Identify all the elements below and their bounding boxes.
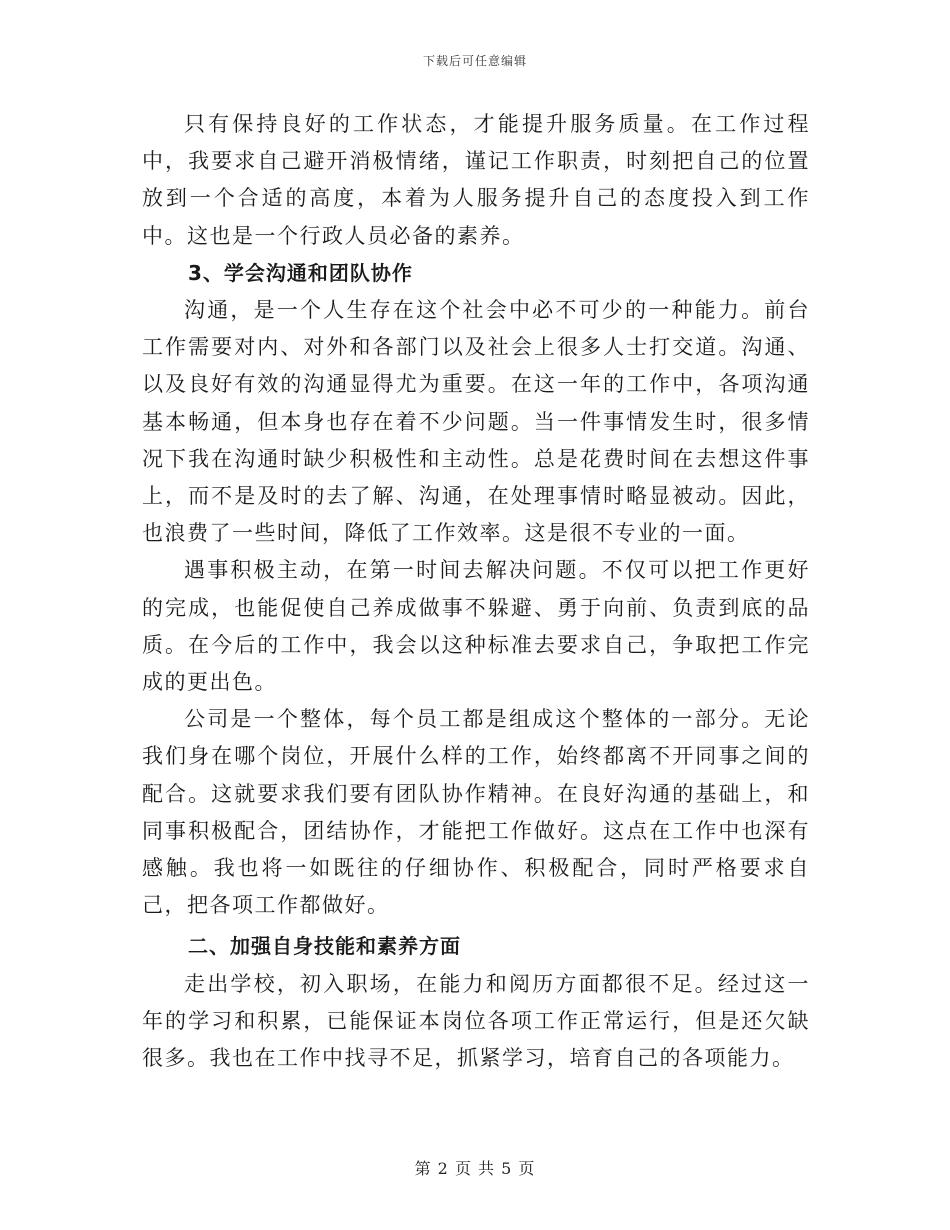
document-body [142, 106, 810, 1077]
paragraph-communication: 沟通，是一个人生存在这个社会中必不可少的一种能力。前台工作需要对内、对外和各部门以及社会上很多人士打交道。沟通、以及良好有效的沟通显得尤为重要。在这一年的工作中，各项沟通基本畅通，但本身也存在着不少问题。当一件事情发生时，很多情况下我在沟通时缺少积极性和主动性。总是花费时间在去想这件事上，而不是及时的去了解、沟通，在处理事情时略显被动。因此，也浪费了一些时间，降低了工作效率。这是很不专业的一面。 [142, 298, 810, 546]
page-header: 下载后可任意编辑 [422, 54, 527, 68]
page-number: 第 2 页 共 5 页 [414, 1159, 536, 1178]
paragraph-proactive: 遇事积极主动，在第一时间去解决问题。不仅可以把工作更好的完成，也能促使自己养成做事不躲避、勇于向前、负责到底的品质。在今后的工作中，我会以这种标准去要求自己，争取把工作完成的更出色。 [142, 558, 810, 695]
paragraph-teamwork: 公司是一个整体，每个员工都是组成这个整体的一部分。无论我们身在哪个岗位，开展什么样的工作，始终都离不开同事之间的配合。这就要求我们要有团队协作精神。在良好沟通的基础上，和同事积极配合，团结协作，才能把工作做好。这点在工作中也深有感触。我也将一如既往的仔细协作、积极配合，同时严格要求自己，把各项工作都做好。 [142, 707, 810, 918]
section-heading-skills: 二、加强自身技能和素养方面 [188, 934, 461, 959]
section-heading-communication: 3、学会沟通和团队协作 [188, 260, 413, 285]
paragraph-skills: 走出学校，初入职场，在能力和阅历方面都很不足。经过这一年的学习和积累，已能保证本岗位各项工作正常运行，但是还欠缺很多。我也在工作中找寻不足，抓紧学习，培育自己的各项能力。 [142, 971, 810, 1071]
paragraph-work-attitude: 只有保持良好的工作状态，才能提升服务质量。在工作过程中，我要求自己避开消极情绪，谨记工作职责，时刻把自己的位置放到一个合适的高度，本着为人服务提升自己的态度投入到工作中。这也是一个行政人员必备的素养。 [142, 112, 810, 248]
